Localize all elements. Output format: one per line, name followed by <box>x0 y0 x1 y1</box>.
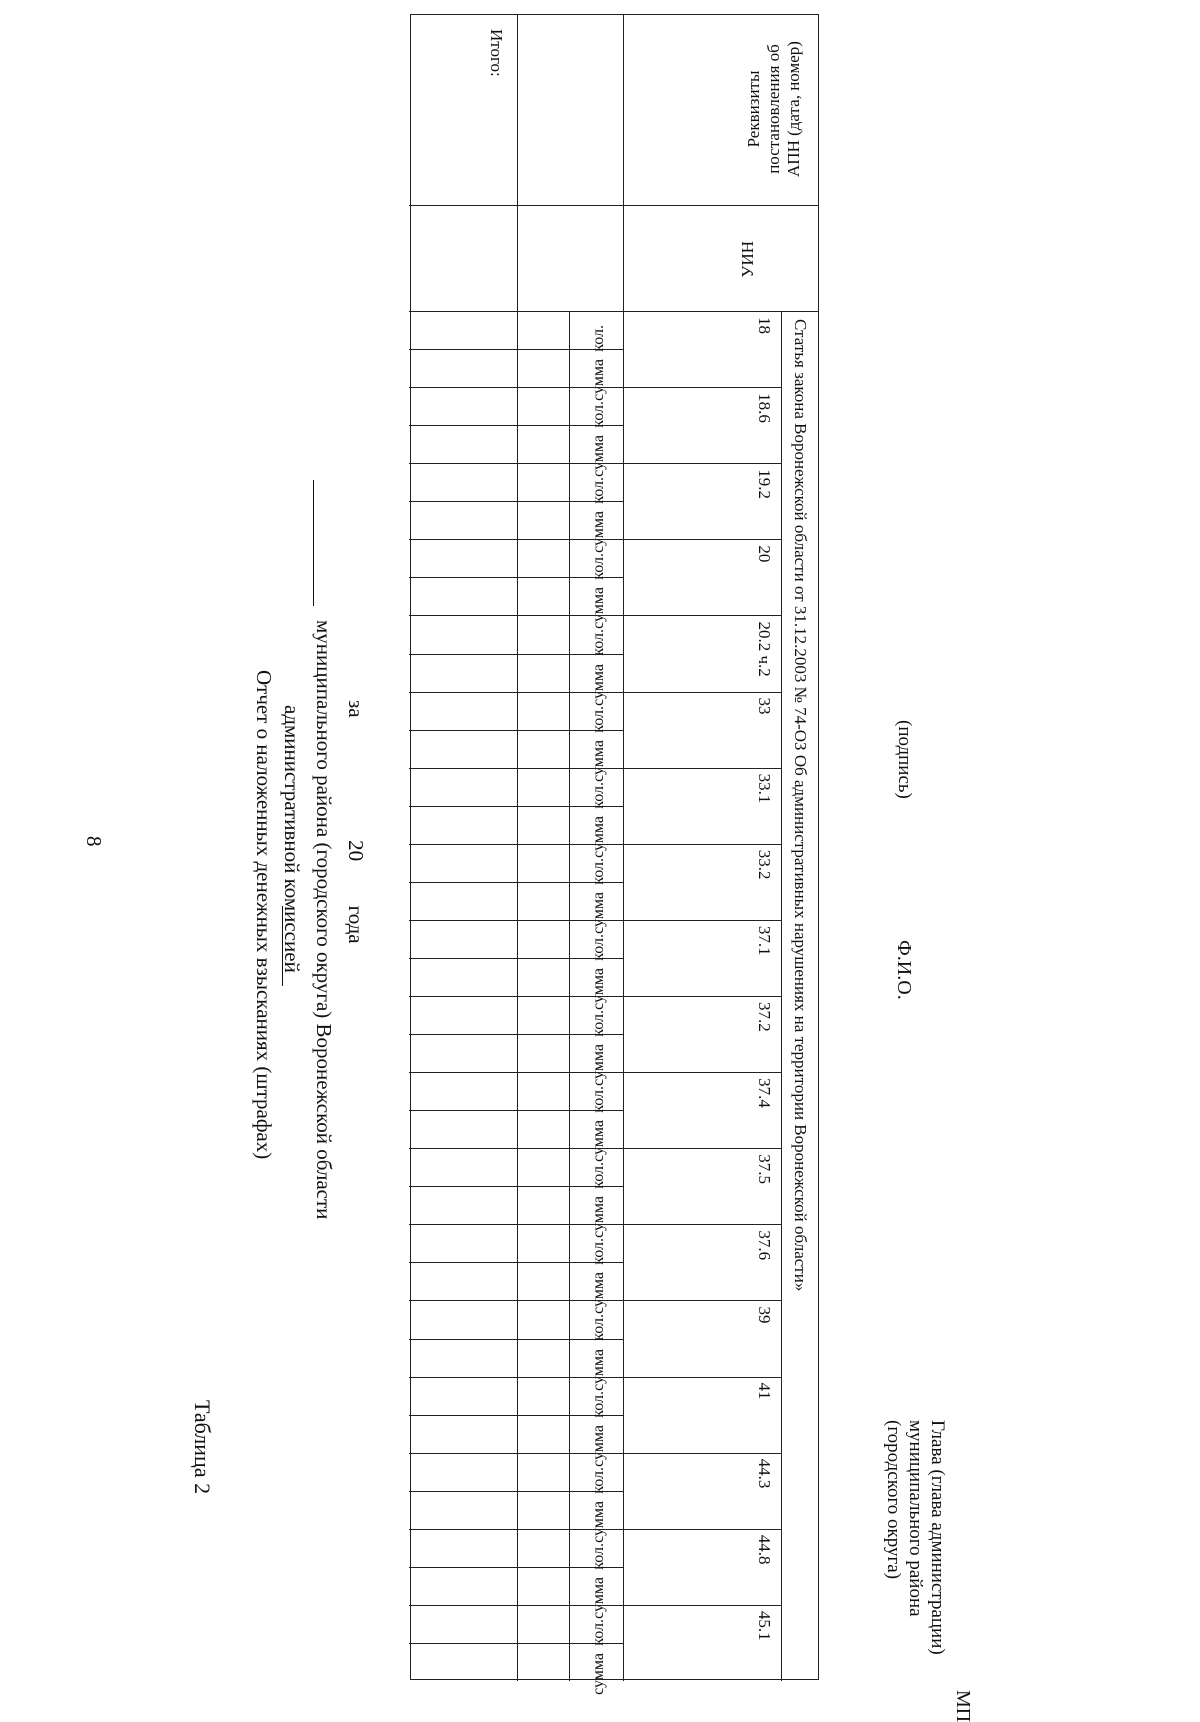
sub-header-count: кол. <box>590 477 607 504</box>
commission-blank-line <box>281 906 283 986</box>
col-uin-header: УИН <box>738 241 757 278</box>
article-number-11: 37.4 <box>755 1078 774 1108</box>
report-period-line <box>343 700 368 944</box>
sub-header-sum: сумма <box>590 511 607 554</box>
article-number-15: 41 <box>755 1382 774 1400</box>
period-prefix: за <box>344 700 368 718</box>
sub-header-sum: сумма <box>590 1500 607 1543</box>
sub-header-sum: сумма <box>590 587 607 630</box>
article-number-16: 44.3 <box>755 1458 774 1489</box>
table-label: Таблица 2 <box>190 1400 215 1495</box>
article-number-1: 18 <box>755 317 774 334</box>
district-blank-line <box>312 480 314 606</box>
sub-header-sum: сумма <box>590 359 607 401</box>
sub-header-count: кол. <box>590 1466 607 1494</box>
head-title-line2: муниципального района <box>905 1420 926 1617</box>
sub-header-count: кол. <box>590 781 607 809</box>
head-title-line1: Глава (глава администрации) <box>927 1420 948 1655</box>
sub-header-count: кол. <box>590 857 607 885</box>
sub-header-sum: сумма <box>590 1424 607 1467</box>
fio-label: Ф.И.О. <box>893 940 915 1000</box>
sub-header-count: кол. <box>590 325 607 352</box>
head-title-line3: (городского округа) <box>883 1420 904 1580</box>
sub-header-count: кол. <box>590 933 607 961</box>
sub-header-sum: сумма <box>590 1196 607 1239</box>
signature-label: (подпись) <box>894 720 915 799</box>
sub-header-sum: сумма <box>590 967 607 1010</box>
article-number-14: 39 <box>755 1306 774 1324</box>
sub-header-sum: сумма <box>590 1576 607 1619</box>
sub-header-count: кол. <box>590 1010 607 1037</box>
sub-header-count: кол. <box>590 705 607 733</box>
article-number-18: 45.1 <box>755 1610 774 1641</box>
sub-header-count: кол. <box>590 1238 607 1266</box>
sub-header-count: кол. <box>590 1542 607 1570</box>
article-number-10: 37.2 <box>755 1002 774 1032</box>
sub-header-count: кол. <box>590 401 607 428</box>
article-number-12: 37.5 <box>755 1154 774 1184</box>
stamp-label: МП <box>952 1690 974 1722</box>
col-requisites-header: Реквизиты постановления об АПН (дата, номер) <box>744 41 803 177</box>
sub-header-sum: сумма <box>590 1120 607 1163</box>
total-label: Итого: <box>487 29 506 77</box>
article-number-3: 19.2 <box>755 469 774 499</box>
sub-header-sum: сумма <box>590 1272 607 1315</box>
report-title-line3: муниципального района (городского округа) Воронежской области <box>312 620 336 1220</box>
sub-header-count: кол. <box>590 1390 607 1418</box>
sub-header-sum: сумма <box>590 891 607 934</box>
sub-header-count: кол. <box>590 1314 607 1342</box>
period-suffix: года <box>344 905 368 944</box>
sub-header-sum: сумма <box>590 1348 607 1391</box>
sub-header-count: кол. <box>590 553 607 581</box>
fines-report-table <box>410 14 819 1695</box>
sub-header-count: кол. <box>590 1618 607 1646</box>
page-number: 8 <box>82 836 106 847</box>
article-number-2: 18.6 <box>755 393 774 423</box>
sub-header-sum: сумма <box>590 739 607 782</box>
article-number-8: 33.2 <box>755 849 774 880</box>
article-number-17: 44.8 <box>755 1534 774 1565</box>
period-year-prefix: 20 <box>344 840 368 862</box>
article-number-4: 20 <box>755 545 774 563</box>
article-number-9: 37.1 <box>755 925 774 956</box>
sub-header-count: кол. <box>590 1162 607 1189</box>
article-number-13: 37.6 <box>755 1230 774 1261</box>
sub-header-count: кол. <box>590 629 607 657</box>
report-title-line2: административной комиссией <box>280 705 304 973</box>
article-number-7: 33.1 <box>755 773 774 804</box>
article-number-5: 20.2 ч.2 <box>755 621 774 677</box>
head-signature-block <box>882 1420 948 1655</box>
sub-header-sum: сумма <box>590 435 607 478</box>
sub-header-sum: сумма <box>590 815 607 858</box>
sub-header-sum: сумма <box>590 1652 607 1695</box>
article-header: Статья закона Воронежской области от 31.12.2003 № 74-ОЗ Об административных нарушениях на территории Воронежской области» <box>791 319 810 1292</box>
sub-header-sum: сумма <box>590 663 607 706</box>
sub-header-sum: сумма <box>590 1044 607 1086</box>
article-number-6: 33 <box>755 697 774 715</box>
report-title-line1: Отчет о наложенных денежных взысканиях (штрафах) <box>252 670 276 1160</box>
sub-header-count: кол. <box>590 1086 607 1113</box>
